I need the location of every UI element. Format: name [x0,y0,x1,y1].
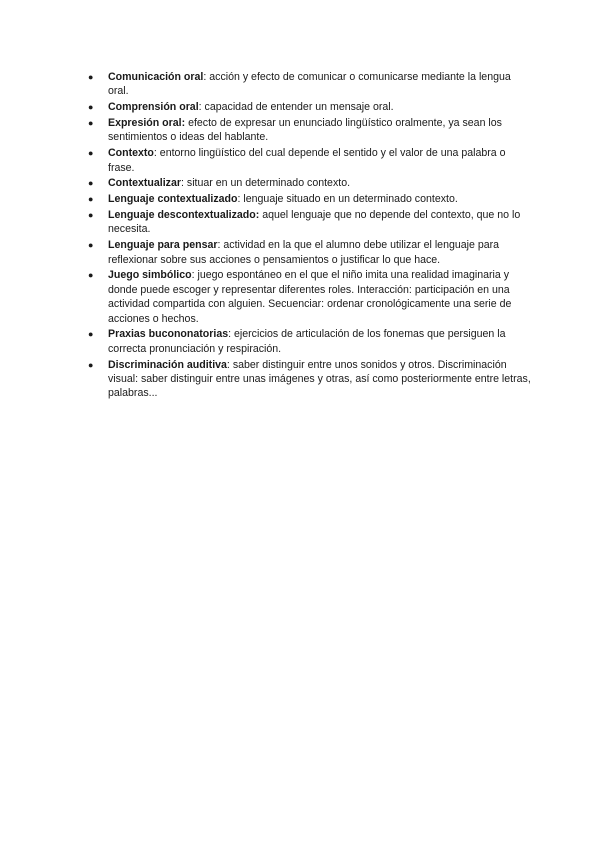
term-separator: : [228,328,232,341]
glossary-definition: saber distinguir entre unos sonidos y otros. Discriminación visual: saber distinguir entre unas imágenes y otras, así como posteriormente entre letras, palabras... [108,358,531,400]
bullet-icon: ● [88,72,94,82]
glossary-definition: capacidad de entender un mensaje oral. [201,101,394,114]
glossary-definition: juego espontáneo en el que el niño imita una realidad imaginaria y donde puede escoger y representar diferentes roles. Interacción: participación en una actividad compartida con alguien. Secuenciar: ordenar cronológicamente una serie de acciones o hechos. [108,269,512,325]
list-item [86,327,531,356]
term-separator: : [153,147,157,160]
bullet-icon: ● [88,359,94,370]
glossary-term: Juego simbólico [108,269,192,282]
glossary-term: Contexto [108,147,154,160]
glossary-definition: entorno lingüístico del cual depende el sentido y el valor de una palabra o frase. [108,147,506,174]
list-item [86,192,531,206]
list-item [86,268,531,326]
term-separator: : [217,239,221,252]
list-item [86,146,531,175]
glossary-definition: situar en un determinado contexto. [183,177,351,190]
glossary-term: Comprensión oral [108,101,199,114]
bullet-icon: ● [88,148,94,159]
list-item [86,208,531,237]
list-item [86,116,531,145]
glossary-definition: efecto de expresar un enunciado lingüístico oralmente, ya sean los sentimientos o ideas del hablante. [108,117,502,144]
glossary-definition: ejercicios de articulación de los fonemas que persiguen la correcta pronunciación y respiración. [108,328,506,355]
glossary-definition: lenguaje situado en un determinado contexto. [240,193,458,206]
list-item [86,100,531,114]
bullet-icon: ● [88,240,94,251]
term-separator: : [237,193,241,206]
glossary-definition: aquel lenguaje que no depende del contexto, que no lo necesita. [108,209,521,236]
glossary-definition: actividad en la que el alumno debe utilizar el lenguaje para reflexionar sobre sus acciones o pensamientos o justificar lo que hace. [108,239,500,266]
glossary-term: Comunicación oral [108,71,204,83]
term-separator: : [198,101,202,114]
glossary-term: Expresión oral: [108,117,186,129]
term-separator: : [203,71,207,83]
list-item [86,176,531,190]
bullet-icon: ● [88,118,94,128]
glossary-term: Discriminación auditiva [108,358,227,371]
term-separator: : [181,177,184,190]
bullet-icon: ● [88,329,94,340]
bullet-icon: ● [88,102,94,113]
list-item [86,70,531,99]
list-item [86,358,531,401]
list-item [86,238,531,267]
bullet-icon: ● [88,270,94,281]
glossary-list [86,70,531,402]
term-separator: : [226,358,230,371]
term-separator: : [191,269,195,282]
glossary-term: Lenguaje descontextualizado: [108,209,260,221]
glossary-term: Contextualizar [108,177,181,190]
glossary-term: Lenguaje para pensar [108,239,218,252]
bullet-icon: ● [88,178,94,189]
bullet-icon: ● [88,210,94,220]
glossary-term: Praxias bucononatorias [108,328,229,341]
bullet-icon: ● [88,194,94,205]
glossary-term: Lenguaje contextualizado [108,193,238,206]
glossary-definition: acción y efecto de comunicar o comunicarse mediante la lengua oral. [108,71,511,98]
